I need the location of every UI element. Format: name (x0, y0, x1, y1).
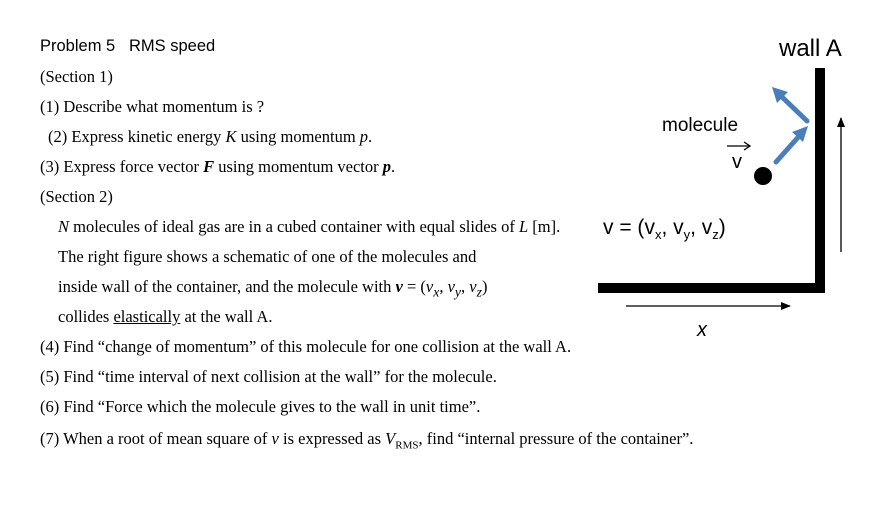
paragraph-line-2: The right figure shows a schematic of one of the molecules and (58, 247, 477, 266)
paragraph-line-3: inside wall of the container, and the molecule with $v = (v_x$, $v_y$, $v_z$) (58, 277, 488, 300)
question-3: (3) Express force vector F using momentum vector p. (40, 157, 396, 176)
incoming-velocity-arrow (776, 126, 808, 162)
problem-topic: RMS speed (128, 37, 216, 55)
section2-label: (Section 2) (40, 187, 113, 206)
problem-number: Problem 5 (40, 37, 116, 55)
container-floor (598, 283, 825, 293)
section1-label: (Section 1) (40, 67, 113, 86)
question-1: (1) Describe what momentum is ? (40, 97, 265, 116)
question-5: (5) Find “time interval of next collision at the wall” for the molecule. (40, 367, 497, 386)
question-6: (6) Find “Force which the molecule gives to the wall in unit time”. (40, 397, 481, 416)
molecule-label: molecule (662, 115, 739, 136)
wall-a-label: wall A (779, 35, 842, 62)
molecule-dot (754, 167, 772, 185)
question-4: (4) Find “change of momentum” of this molecule for one collision at the wall A. (40, 337, 572, 356)
question-7: (7) When a root of mean square of v is expressed as $V_{RMS}$, find “internal pressure of the container”. (40, 429, 694, 452)
x-axis-label: x (697, 319, 707, 341)
paragraph-line-4: collides elastically at the wall A. (58, 307, 273, 326)
reflected-velocity-arrow (772, 87, 807, 121)
velocity-equation: $v = (v_x$, $v_y$, $v_z$) (603, 216, 726, 243)
question-2: (2) Express kinetic energy K using momentum p. (48, 127, 373, 146)
wall-a (815, 68, 825, 293)
paragraph-line-1: N molecules of ideal gas are in a cubed container with equal slides of L [m]. (58, 217, 561, 236)
velocity-vector-label: v (732, 151, 742, 173)
